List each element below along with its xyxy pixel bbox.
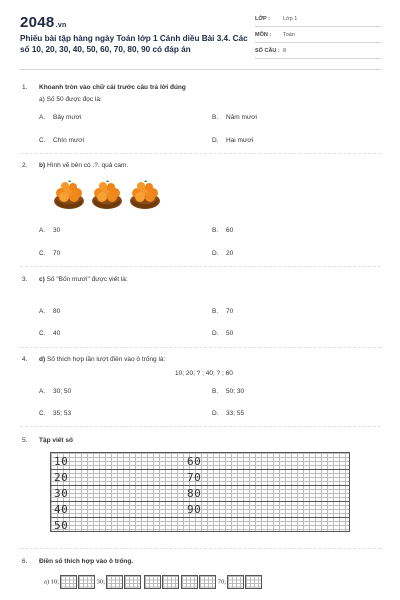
q4-option-c[interactable]: C. 35; 53 (39, 410, 72, 417)
q6-fill-row: a) 10; 30; 70; (44, 575, 262, 589)
q2-option-a[interactable]: A. 30 (39, 227, 61, 234)
q6-title: Điền số thích hợp vào ô trống. (39, 558, 134, 565)
section-divider (20, 266, 381, 267)
grid-row-line (51, 501, 349, 502)
q3-option-a[interactable]: A. 80 (39, 308, 61, 315)
answer-box[interactable] (60, 575, 77, 589)
answer-box[interactable] (78, 575, 95, 589)
q1-option-b[interactable]: B. Năm mươi (212, 114, 258, 121)
site-logo: 2048.vn (20, 14, 67, 31)
section-divider (20, 548, 381, 549)
grid-number: 80 (187, 487, 202, 500)
q2-text: b) Hình vẽ bên có .?. quả cam. (39, 162, 129, 169)
q3-text: c) Số "Bốn mươi" được viết là: (39, 276, 128, 283)
q3-option-d[interactable]: D. 50 (212, 330, 234, 337)
q3-number: 3. (22, 276, 28, 283)
grid-number: 20 (54, 471, 69, 484)
grid-number: 30 (54, 487, 69, 500)
answer-box[interactable] (181, 575, 198, 589)
grid-number: 70 (187, 471, 202, 484)
meta-class: LỚP : Lớp 1 (255, 12, 381, 27)
q3-option-c[interactable]: C. 40 (39, 330, 61, 337)
orange-basket-icon (128, 180, 162, 210)
q4-text: d) Số thích hợp lần lượt điền vào ô trống là: (39, 356, 166, 363)
grid-number: 10 (54, 455, 69, 468)
orange-basket-icon (90, 180, 124, 210)
answer-box[interactable] (199, 575, 216, 589)
handwriting-grid[interactable] (50, 452, 350, 532)
q3-option-b[interactable]: B. 70 (212, 308, 234, 315)
answer-box[interactable] (106, 575, 123, 589)
grid-row-line (51, 485, 349, 486)
q2-option-b[interactable]: B. 60 (212, 227, 234, 234)
answer-box[interactable] (162, 575, 179, 589)
q1-option-a[interactable]: A. Bảy mươi (39, 114, 82, 121)
q5-title: Tập viết số (39, 437, 73, 444)
meta-question-count: SỐ CÂU : 8 (255, 44, 381, 59)
section-divider (20, 153, 381, 154)
grid-number: 40 (54, 503, 69, 516)
section-divider (20, 426, 381, 427)
worksheet-title: Phiếu bài tập hàng ngày Toán lớp 1 Cánh diều Bài 3.4. Các số 10, 20, 30, 40, 50, 60, 70, 80, 90 có đáp án (20, 34, 248, 54)
q6-number: 6. (22, 558, 28, 565)
grid-row-line (51, 517, 349, 518)
q4-option-d[interactable]: D. 33; 55 (212, 410, 245, 417)
q1-option-c[interactable]: C. Chín mươi (39, 137, 85, 144)
q2-option-d[interactable]: D. 20 (212, 250, 234, 257)
q4-option-a[interactable]: A. 30; 50 (39, 388, 72, 395)
grid-row-line (51, 469, 349, 470)
q4-option-b[interactable]: B. 50; 30 (212, 388, 245, 395)
orange-basket-icon (52, 180, 86, 210)
answer-box[interactable] (245, 575, 262, 589)
q1-number: 1. (22, 84, 28, 91)
q4-sequence: 10; 20; ? ; 40; ? ; 60 (175, 370, 233, 377)
q1-title: Khoanh tròn vào chữ cái trước câu trả lời đúng (39, 84, 186, 91)
answer-box[interactable] (144, 575, 161, 589)
answer-box[interactable] (124, 575, 141, 589)
grid-number: 90 (187, 503, 202, 516)
grid-number: 60 (187, 455, 202, 468)
meta-subject: MÔN : Toán (255, 28, 381, 43)
q2-number: 2. (22, 162, 28, 169)
q4-number: 4. (22, 356, 28, 363)
q5-number: 5. (22, 437, 28, 444)
grid-number: 50 (54, 519, 69, 532)
q1-option-d[interactable]: D. Hai mươi (212, 137, 254, 144)
q2-option-c[interactable]: C. 70 (39, 250, 61, 257)
q1-subquestion: a) Số 50 được đọc là: (39, 96, 102, 103)
section-divider (20, 347, 381, 348)
header-divider (20, 69, 381, 70)
answer-box[interactable] (227, 575, 244, 589)
